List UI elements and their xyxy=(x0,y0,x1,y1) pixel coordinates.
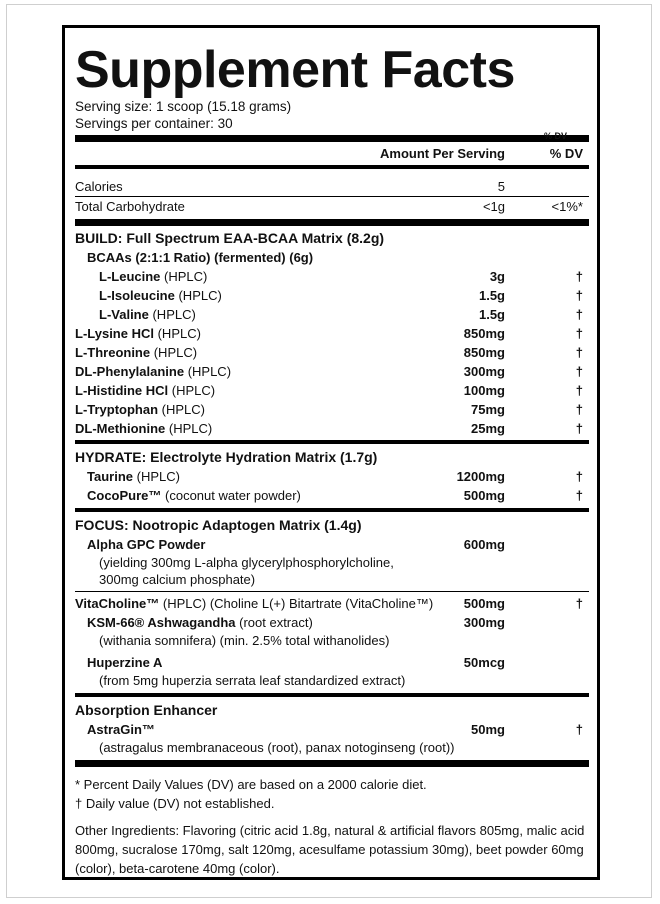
huperzine-amount: 50mcg xyxy=(463,655,505,670)
ingredient-name: DL-Methionine xyxy=(75,421,166,436)
ingredient-note: (HPLC) xyxy=(168,383,216,398)
ingredient-note: (HPLC) xyxy=(133,469,180,484)
dv-small-label: % DV xyxy=(543,131,567,141)
ingredient-name: L-Leucine xyxy=(99,269,161,284)
ingredient-amount: 75mg xyxy=(471,402,505,417)
ingredient-note: (HPLC) xyxy=(158,402,205,417)
vitacholine-note: (HPLC) (Choline L(+) Bitartrate (VitaCholine™) xyxy=(159,596,434,611)
astragin-amount: 50mg xyxy=(471,722,505,737)
ingredient-amount: 3g xyxy=(489,269,505,284)
divider xyxy=(75,591,589,592)
ingredient-name: L-Threonine xyxy=(75,345,151,360)
ashwagandha-amount: 300mg xyxy=(463,615,505,630)
astragin-dv: † xyxy=(575,722,583,737)
ingredient-note: (HPLC) xyxy=(165,421,213,436)
other-ingredients: Other Ingredients: Flavoring (citric acid 1.8g, natural & artificial flavors 805mg, malic acid 800mg, sucralose 170mg, salt 120mg, acesulfame potassium 30mg), beet powder 60mg (color), beta-carotene 40mg (color). xyxy=(75,823,585,876)
ingredient-note: (HPLC) xyxy=(174,288,222,303)
ingredient-note: (HPLC) xyxy=(150,345,198,360)
ingredient-amount: 300mg xyxy=(463,364,505,379)
ingredient-name: DL-Phenylalanine xyxy=(75,364,185,379)
column-header xyxy=(75,131,589,165)
ingredient-row xyxy=(75,267,589,286)
divider xyxy=(75,693,589,697)
astragin-row xyxy=(75,720,589,739)
ingredient-name: L-Isoleucine xyxy=(99,288,175,303)
ingredient-amount: 1.5g xyxy=(478,288,505,303)
build-heading: BUILD: Full Spectrum EAA-BCAA Matrix (8.2g) xyxy=(75,230,385,246)
ingredient-dv: † xyxy=(575,469,583,484)
alpha-gpc-desc-1: (yielding 300mg L-alpha glycerylphosphorylcholine, xyxy=(99,555,394,570)
huperzine-name: Huperzine A xyxy=(87,655,163,670)
vitacholine-name: VitaCholine™ xyxy=(75,596,160,611)
ingredient-dv: † xyxy=(575,345,583,360)
ingredient-row xyxy=(75,467,589,486)
carbs-amount: <1g xyxy=(482,199,505,214)
ingredient-dv: † xyxy=(575,307,583,322)
divider xyxy=(75,508,589,512)
build-list xyxy=(75,267,589,438)
ingredient-amount: 850mg xyxy=(463,326,505,341)
ingredient-note: (HPLC) xyxy=(184,364,232,379)
ingredient-name: L-Histidine HCl xyxy=(75,383,169,398)
carbs-row xyxy=(75,197,589,216)
ingredient-row xyxy=(75,362,589,381)
ingredient-dv: † xyxy=(575,402,583,417)
bcaa-row xyxy=(75,248,589,267)
ingredient-dv: † xyxy=(575,364,583,379)
hydrate-list xyxy=(75,467,589,505)
panel-title: Supplement Facts xyxy=(75,41,515,99)
ingredient-row xyxy=(75,486,589,505)
ingredient-note: (HPLC) xyxy=(148,307,196,322)
ingredient-row xyxy=(75,419,589,438)
divider xyxy=(75,165,589,169)
ashwagandha-note: (root extract) xyxy=(235,615,313,630)
huperzine-desc: (from 5mg huperzia serrata leaf standardized extract) xyxy=(99,673,406,688)
calories-row xyxy=(75,177,589,196)
vitacholine-dv: † xyxy=(575,596,583,611)
carbs-dv: <1%* xyxy=(551,199,583,214)
ingredient-amount: 100mg xyxy=(463,383,505,398)
ingredient-note: (HPLC) xyxy=(160,269,208,284)
dv-header: % DV xyxy=(549,146,583,161)
ingredient-dv: † xyxy=(575,269,583,284)
ashwagandha-desc: (withania somnifera) (min. 2.5% total withanolides) xyxy=(99,633,390,648)
focus-heading: FOCUS: Nootropic Adaptogen Matrix (1.4g) xyxy=(75,517,362,533)
ingredient-dv: † xyxy=(575,326,583,341)
ingredient-name: Taurine xyxy=(87,469,133,484)
alpha-gpc-amount: 600mg xyxy=(463,537,505,552)
ingredient-dv: † xyxy=(575,488,583,503)
alpha-gpc-name: Alpha GPC Powder xyxy=(87,537,206,552)
supplement-facts-panel xyxy=(62,25,600,880)
ingredient-amount: 25mg xyxy=(471,421,505,436)
hydrate-heading: HYDRATE: Electrolyte Hydration Matrix (1.7g) xyxy=(75,449,378,465)
ingredient-row xyxy=(75,324,589,343)
calories-amount: 5 xyxy=(497,179,505,194)
footnote-percent-dv: * Percent Daily Values (DV) are based on a 2000 calorie diet. xyxy=(75,777,427,792)
ashwagandha-row xyxy=(75,613,589,632)
astragin-name: AstraGin™ xyxy=(87,722,155,737)
alpha-gpc-desc-2: 300mg calcium phosphate) xyxy=(99,572,256,587)
ingredient-amount: 1200mg xyxy=(456,469,505,484)
ingredient-name: CocoPure™ xyxy=(87,488,162,503)
vitacholine-amount: 500mg xyxy=(463,596,505,611)
thick-divider xyxy=(75,760,589,767)
ingredient-name: L-Valine xyxy=(99,307,149,322)
astragin-desc: (astragalus membranaceous (root), panax notoginseng (root)) xyxy=(99,740,455,755)
ingredient-dv: † xyxy=(575,383,583,398)
absorption-heading: Absorption Enhancer xyxy=(75,702,218,718)
calories-label: Calories xyxy=(75,179,123,194)
footnote-dv-not-established: † Daily value (DV) not established. xyxy=(75,796,275,811)
serving-size: Serving size: 1 scoop (15.18 grams) xyxy=(75,99,292,114)
thick-divider xyxy=(75,135,589,142)
ingredient-dv: † xyxy=(575,288,583,303)
alpha-gpc-row xyxy=(75,535,589,554)
bcaa-label: BCAAs (2:1:1 Ratio) (fermented) (6g) xyxy=(87,250,314,265)
ingredient-row xyxy=(75,381,589,400)
ingredient-amount: 1.5g xyxy=(478,307,505,322)
amount-header: Amount Per Serving xyxy=(380,146,505,161)
ingredient-row xyxy=(75,343,589,362)
ingredient-note: (HPLC) xyxy=(153,326,201,341)
divider xyxy=(75,440,589,444)
ingredient-amount: 500mg xyxy=(463,488,505,503)
ingredient-row xyxy=(75,400,589,419)
carbs-label: Total Carbohydrate xyxy=(75,199,185,214)
thick-divider xyxy=(75,219,589,226)
ingredient-row xyxy=(75,305,589,324)
huperzine-row xyxy=(75,653,589,672)
ingredient-dv: † xyxy=(575,421,583,436)
ingredient-name: L-Lysine HCl xyxy=(75,326,154,341)
ingredient-note: (coconut water powder) xyxy=(161,488,301,503)
ingredient-row xyxy=(75,286,589,305)
ingredient-name: L-Tryptophan xyxy=(75,402,159,417)
ingredient-amount: 850mg xyxy=(463,345,505,360)
vitacholine-row xyxy=(75,594,589,613)
ashwagandha-name: KSM-66® Ashwagandha xyxy=(87,615,236,630)
servings-per-container: Servings per container: 30 xyxy=(75,116,233,131)
